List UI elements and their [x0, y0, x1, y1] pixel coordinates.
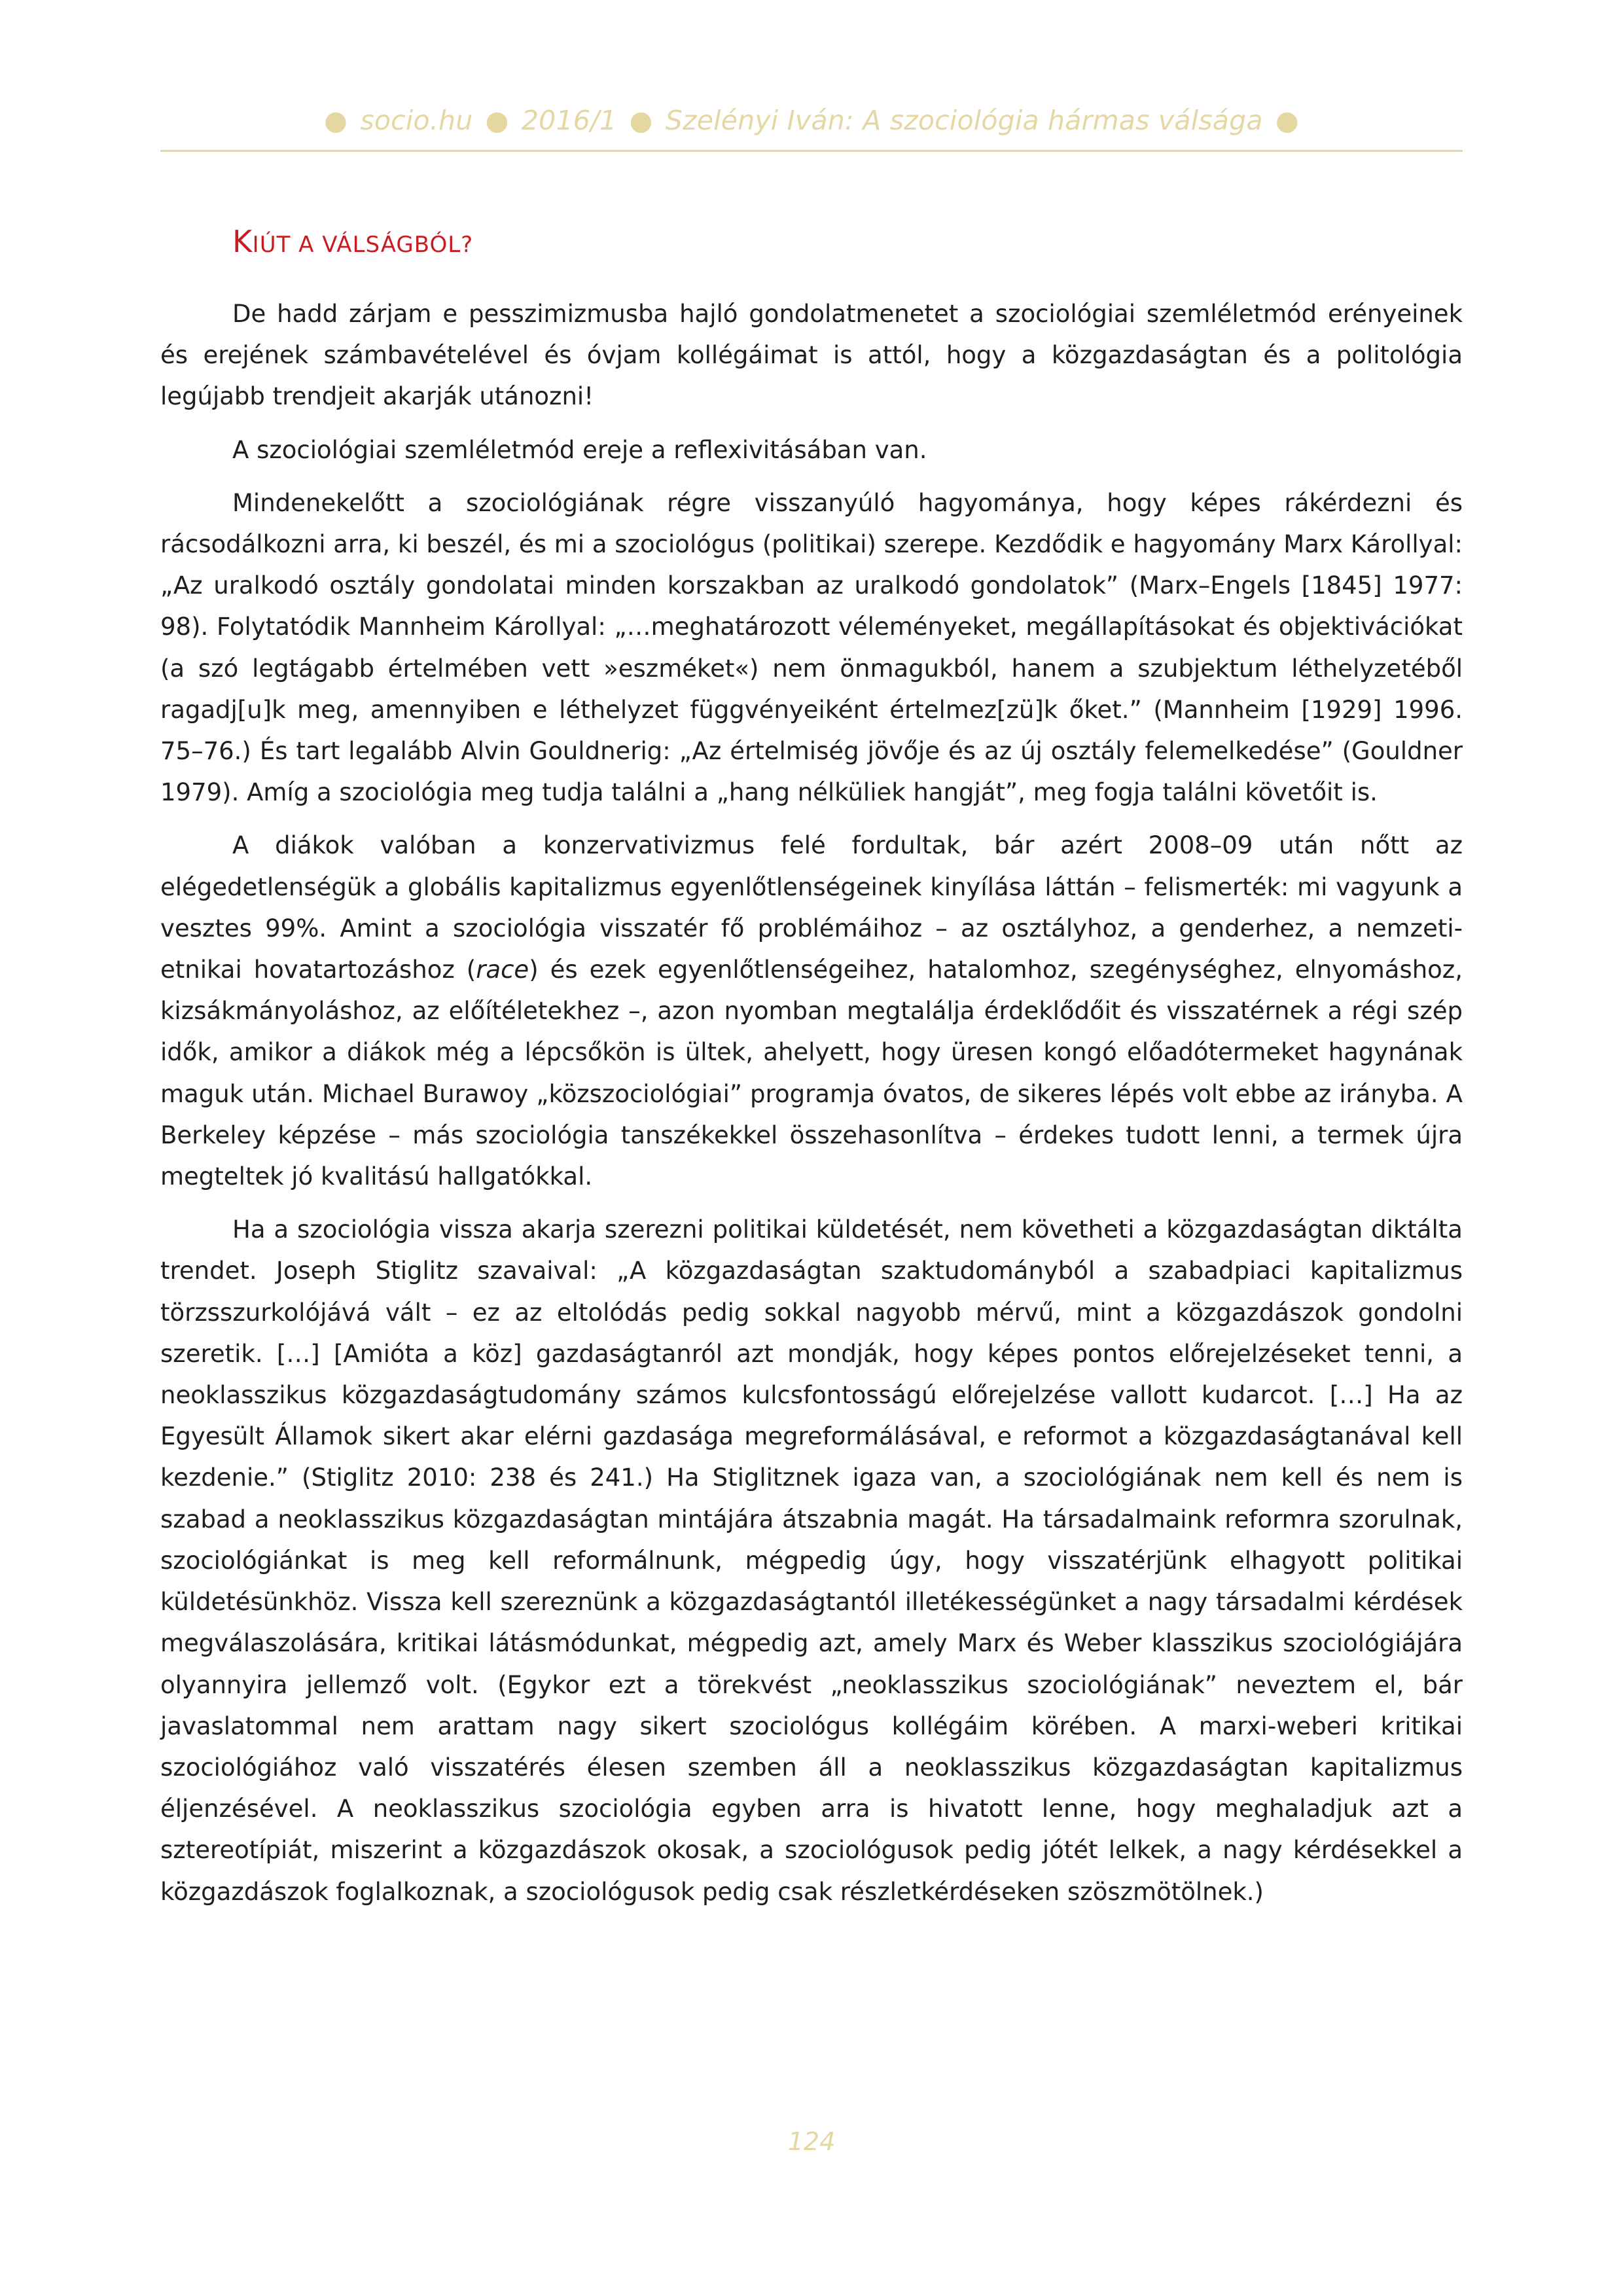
- paragraph-4-italic-term: race: [476, 956, 529, 984]
- header-site: socio.hu: [360, 105, 473, 136]
- paragraph-4-part-1: A diákok valóban a konzervativizmus felé fordultak, bár azért 2008–09 után nőtt az elégedetlenségük a globális kapitalizmus egyenlőtlenségeinek kinyílása láttán – felismerték: mi vagyunk a vesztes 99%. Amint a szociológia visszatér fő problémáihoz – az osztályhoz, a genderhez, a nemzeti-etnikai hovatartozáshoz (: [160, 831, 1463, 984]
- header-bullet: ●: [1275, 105, 1299, 136]
- page-number: 124: [787, 2127, 836, 2156]
- paragraph-3: Mindenekelőtt a szociológiának régre visszanyúló hagyománya, hogy képes rákérdezni és rácsodálkozni arra, ki beszél, és mi a szociológus (politikai) szerepe. Kezdődik e hagyomány Marx Károllyal: „Az uralkodó osztály gondolatai minden korszakban az uralkodó gondolatok” (Marx–Engels [1845] 1977: 98). Folytatódik Mannheim Károllyal: „…meghatározott véleményeket, megállapításokat és objektivációkat (a szó legtágabb értelmében vett »eszméket«) nem önmagukból, hanem a szubjektum léthelyzetéből ragadj[u]k meg, amennyiben e léthelyzet függvényeiként értelmez[zü]k őket.” (Mannheim [1929] 1996. 75–76.) És tart legalább Alvin Gouldnerig: „Az értelmiség jövője és az új osztály felemelkedése” (Gouldner 1979). Amíg a szociológia meg tudja találni a „hang nélküliek hangját”, meg fogja találni követőit is.: [160, 488, 1463, 807]
- section-title-rest: IÚT A VÁLSÁGBÓL?: [252, 232, 474, 258]
- header-divider: [160, 150, 1463, 152]
- header-issue: 2016/1: [521, 105, 617, 136]
- paragraph-5: Ha a szociológia vissza akarja szerezni politikai küldetését, nem követheti a közgazdaságtan diktálta trendet. Joseph Stiglitz szavaival: „A közgazdaságtan szaktudományból a szabadpiaci kapitalizmus törzsszurkolójává vált – ez az eltolódás pedig sokkal nagyobb mérvű, mint a közgazdászok gondolni szeretik. […] [Amióta a köz] gazdaságtanról azt mondják, hogy képes pontos előrejelzéseket tenni, a neoklasszikus közgazdaságtudomány számos kulcsfontosságú előrejelzése vallott kudarcot. […] Ha az Egyesült Államok sikert akar elérni gazdasága megreformálásával, e reformot a közgazdaságtanával kell kezdenie.” (Stiglitz 2010: 238 és 241.) Ha Stiglitznek igaza van, a szociológiának nem kell és nem is szabad a neoklasszikus közgazdaságtan mintájára átszabnia magát. Ha társadalmaink reformra szorulnak, szociológiánkat is meg kell reformálnunk, mégpedig úgy, hogy visszatérjünk elhagyott politikai küldetésünkhöz. Vissza kell szereznünk a közgazdaságtantól illetékességünket a nagy társadalmi kérdések megválaszolására, kritikai látásmódunkat, mégpedig azt, amely Marx és Weber klasszikus szociológiájára olyannyira jellemző volt. (Egykor ezt a törekvést „neoklasszikus szociológiának” neveztem el, bár javaslatommal nem arattam nagy sikert szociológus kollégáim körében. A marxi-weberi kritikai szociológiához való visszatérés élesen szemben áll a neoklasszikus közgazdaságtan kapitalizmus éljenzésével. A neoklasszikus szociológia egyben arra is hivatott lenne, hogy meghaladjuk azt a sztereotípiát, miszerint a közgazdászok okosak, a szociológusok pedig jótét lelkek, a nagy kérdésekkel a közgazdászok foglalkoznak, a szociológusok pedig csak részletkérdéseken szöszmötölnek.): [160, 1215, 1463, 1906]
- header-article: Szelényi Iván: A szociológia hármas válsága: [665, 105, 1263, 136]
- section-title-initial: K: [232, 224, 253, 259]
- header-bullet: ●: [485, 105, 509, 136]
- paragraph-4: [160, 825, 1463, 1197]
- article-body: [160, 293, 1463, 1924]
- section-title: [232, 224, 473, 259]
- paragraph-4-part-2: ) és ezek egyenlőtlenségeihez, hatalomhoz, szegénységhez, elnyomáshoz, kizsákmányoláshoz, az előítéletekhez –, azon nyomban megtalálja érdeklődőit és visszatérnek a régi szép idők, amikor a diákok még a lépcsőkön is ültek, ahelyett, hogy üresen kongó előadótermeket hagynának maguk után. Michael Burawoy „közszociológiai” programja óvatos, de sikeres lépés volt ebbe az irányba. A Berkeley képzése – más szociológia tanszékekkel összehasonlítva – érdekes tudott lenni, a termek újra megteltek jó kvalitású hallgatókkal.: [160, 956, 1463, 1191]
- paragraph-1: De hadd zárjam e pesszimizmusba hajló gondolatmenetet a szociológiai szemléletmód erényeinek és erejének számbavételével és óvjam kollégáimat is attól, hogy a közgazdaságtan és a politológia legújabb trendjeit akarják utánozni!: [160, 300, 1463, 411]
- header-bullet: ●: [324, 105, 348, 136]
- header-bullet: ●: [629, 105, 653, 136]
- paragraph-2: A szociológiai szemléletmód ereje a reflexivitásában van.: [232, 435, 927, 464]
- running-header: [160, 105, 1463, 136]
